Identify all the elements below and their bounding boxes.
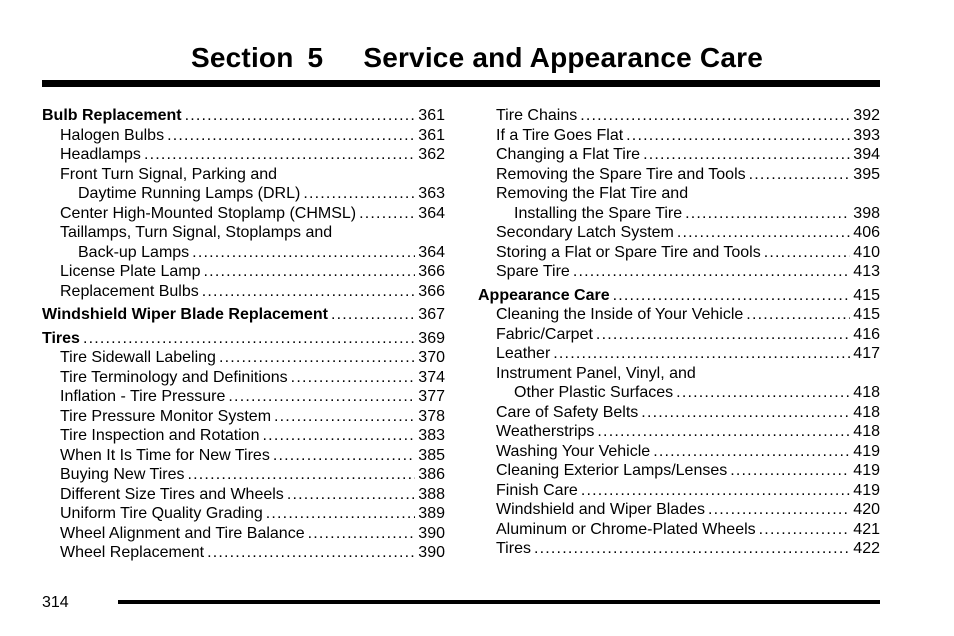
toc-entry-tires[interactable]: Tires ..... 369 <box>42 329 445 349</box>
toc-entry-exterior-lamps[interactable]: Cleaning Exterior Lamps/Lenses ..... 419 <box>478 461 880 481</box>
toc-entry-tire-goes-flat[interactable]: If a Tire Goes Flat ..... 393 <box>478 126 880 146</box>
toc-entry-windshield-wiper-blades[interactable]: Windshield and Wiper Blades ..... 420 <box>478 500 880 520</box>
toc-entry-bulb-replacement[interactable]: Bulb Replacement ..... 361 <box>42 106 445 126</box>
toc-entry-fabric-carpet[interactable]: Fabric/Carpet ..... 416 <box>478 325 880 345</box>
toc-entry-tire-terminology[interactable]: Tire Terminology and Definitions ..... 374 <box>42 368 445 388</box>
top-rule <box>42 80 880 87</box>
toc-entry-tpms[interactable]: Tire Pressure Monitor System ..... 378 <box>42 407 445 427</box>
toc-entry-utqg[interactable]: Uniform Tire Quality Grading ..... 389 <box>42 504 445 524</box>
toc-right-column <box>478 106 880 559</box>
toc-entry-wheel-alignment[interactable]: Wheel Alignment and Tire Balance ..... 390 <box>42 524 445 544</box>
toc-entry-taillamps[interactable]: Back-up Lamps ..... 364 <box>42 243 445 263</box>
toc-entry-tires-care[interactable]: Tires ..... 422 <box>478 539 880 559</box>
toc-entry-installing-spare[interactable]: Installing the Spare Tire ..... 398 <box>478 204 880 224</box>
toc-entry-aluminum-wheels[interactable]: Aluminum or Chrome-Plated Wheels ..... 421 <box>478 520 880 540</box>
toc-entry-continued: Front Turn Signal, Parking and <box>60 165 278 183</box>
toc-entry-new-tires-time[interactable]: When It Is Time for New Tires ..... 385 <box>42 446 445 466</box>
toc-entry-cleaning-inside[interactable]: Cleaning the Inside of Your Vehicle ..... 415 <box>478 305 880 325</box>
toc-entry-tire-chains[interactable]: Tire Chains ..... 392 <box>478 106 880 126</box>
toc-entry-different-size[interactable]: Different Size Tires and Wheels ..... 388 <box>42 485 445 505</box>
toc-entry-finish-care[interactable]: Finish Care ..... 419 <box>478 481 880 501</box>
toc-entry-safety-belts[interactable]: Care of Safety Belts ..... 418 <box>478 403 880 423</box>
toc-entry-storing-flat[interactable]: Storing a Flat or Spare Tire and Tools ..... 410 <box>478 243 880 263</box>
toc-entry-tire-inspection[interactable]: Tire Inspection and Rotation ..... 383 <box>42 426 445 446</box>
toc-entry-chmsl[interactable]: Center High-Mounted Stoplamp (CHMSL) ..... 364 <box>42 204 445 224</box>
toc-entry-tire-sidewall-labeling[interactable]: Tire Sidewall Labeling ..... 370 <box>42 348 445 368</box>
toc-entry-plastic-surfaces[interactable]: Other Plastic Surfaces ..... 418 <box>478 383 880 403</box>
toc-entry-front-turn-signal[interactable]: Daytime Running Lamps (DRL) ..... 363 <box>42 184 445 204</box>
toc-left-column <box>42 106 445 563</box>
toc-entry-replacement-bulbs[interactable]: Replacement Bulbs ..... 366 <box>42 282 445 302</box>
toc-entry-halogen-bulbs[interactable]: Halogen Bulbs ..... 361 <box>42 126 445 146</box>
toc-entry-removing-spare[interactable]: Removing the Spare Tire and Tools ..... 395 <box>478 165 880 185</box>
toc-entry-inflation[interactable]: Inflation - Tire Pressure ..... 377 <box>42 387 445 407</box>
toc-entry-appearance-care[interactable]: Appearance Care ..... 415 <box>478 286 880 306</box>
toc-entry-headlamps[interactable]: Headlamps ..... 362 <box>42 145 445 165</box>
toc-entry-continued: Removing the Flat Tire and <box>496 185 689 202</box>
toc-entry-license-plate-lamp[interactable]: License Plate Lamp ..... 366 <box>42 262 445 282</box>
bottom-rule <box>118 600 880 604</box>
toc-entry-washing-vehicle[interactable]: Washing Your Vehicle ..... 419 <box>478 442 880 462</box>
toc-entry-wheel-replacement[interactable]: Wheel Replacement ..... 390 <box>42 543 445 563</box>
toc-entry-weatherstrips[interactable]: Weatherstrips ..... 418 <box>478 422 880 442</box>
section-title: Service and Appearance Care <box>363 42 763 73</box>
toc-entry-spare-tire[interactable]: Spare Tire ..... 413 <box>478 262 880 282</box>
toc-entry-buying-new-tires[interactable]: Buying New Tires ..... 386 <box>42 465 445 485</box>
toc-entry-continued: Instrument Panel, Vinyl, and <box>496 364 696 382</box>
section-word: Section <box>191 42 294 73</box>
toc-entry-wiper-blade-replacement[interactable]: Windshield Wiper Blade Replacement ..... 367 <box>42 305 445 325</box>
toc-entry-changing-flat[interactable]: Changing a Flat Tire ..... 394 <box>478 145 880 165</box>
toc-entry-leather[interactable]: Leather ..... 417 <box>478 344 880 364</box>
toc-entry-secondary-latch[interactable]: Secondary Latch System ..... 406 <box>478 223 880 243</box>
toc-entry-continued: Taillamps, Turn Signal, Stoplamps and <box>60 224 333 241</box>
page-number: 314 <box>42 594 69 611</box>
page-title <box>0 42 954 74</box>
section-number: 5 <box>307 42 324 73</box>
